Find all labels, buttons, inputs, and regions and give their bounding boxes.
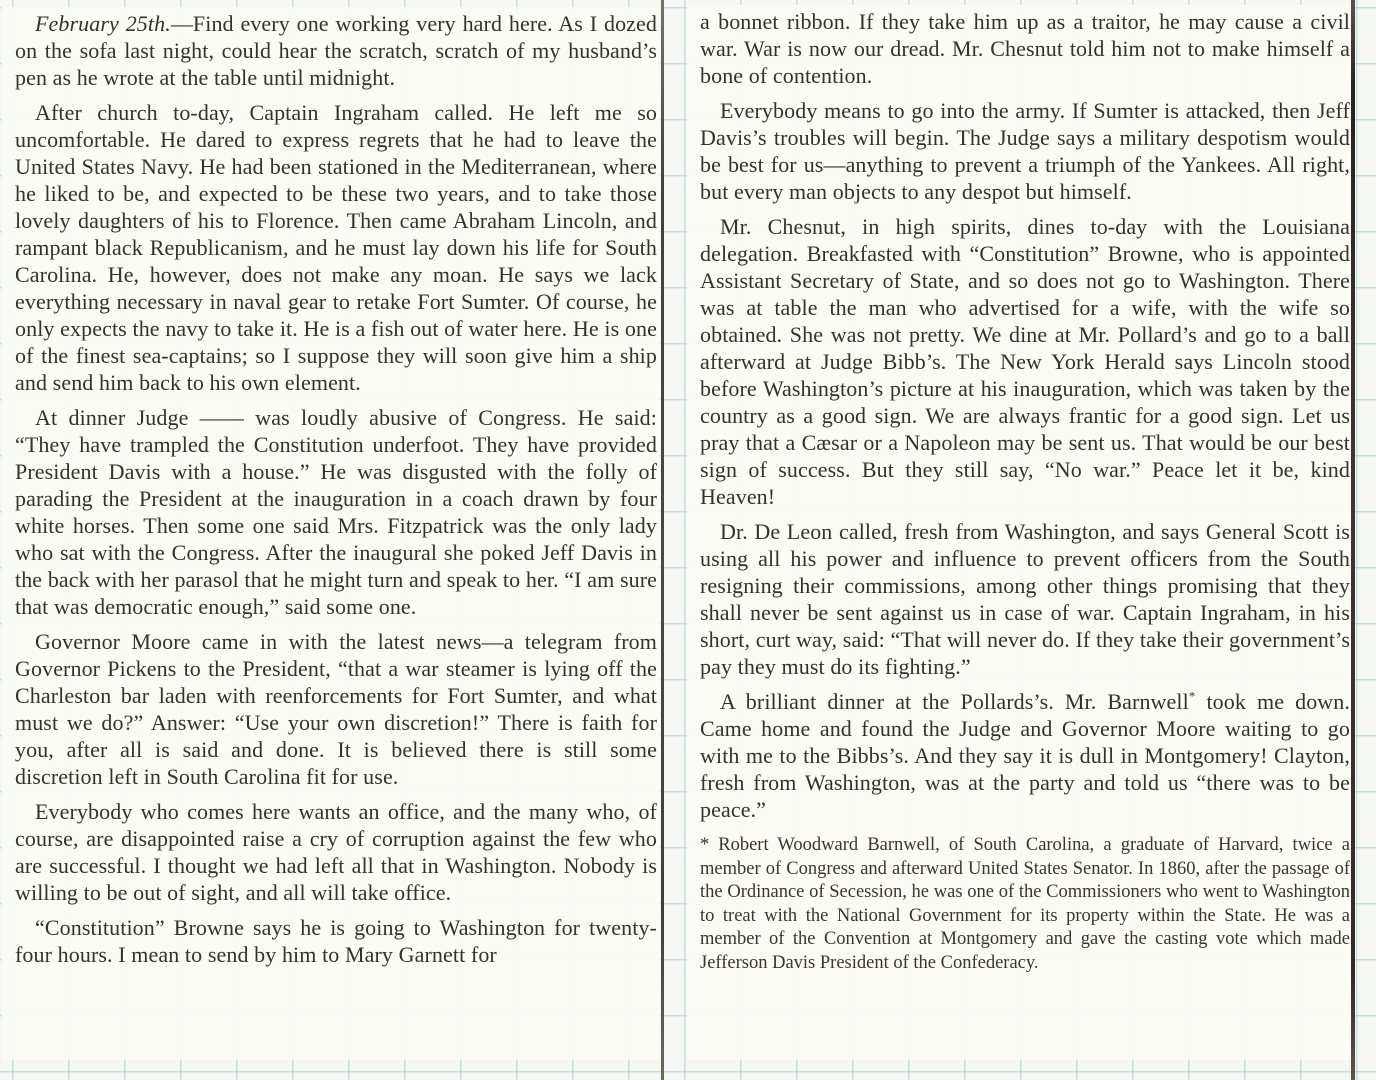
column-divider-rule (661, 0, 664, 1080)
paragraph: Governor Moore came in with the latest news—a telegram from Governor Pickens to the President, “that a war steamer is lying off the Charleston bar laden with reenforcements for Fort Sumter, and what must we do?” Answer: “Use your own discretion!” There is faith for you, after all is said and done. It is believed there is still some discretion left in South Carolina fit for use. (15, 629, 657, 789)
paragraph: Everybody who comes here wants an office, and the many who, of course, are disappointed raise a cry of corruption against the few who are successful. I thought we had left all that in Washington. Nobody is willing to be out of sight, and all will take office. (15, 799, 657, 905)
paragraph-text: took me down. Came home and found the Judge and Governor Moore waiting to go with me to the Bibbs’s. And they say it is dull in Montgomery! Clayton, fresh from Washington, was at the party and told us “there was to be peace.” (700, 689, 1350, 822)
left-text-column (15, 10, 657, 968)
paragraph-text: —Find every one working very hard here. As I dozed on the sofa last night, could hear the scratch, scratch of my husband’s pen as he wrote at the table until midnight. (15, 11, 658, 90)
footnote-marker: * (700, 835, 710, 855)
diary-date: February 25th. (35, 11, 171, 36)
right-text-column (700, 8, 1350, 975)
paragraph: Dr. De Leon called, fresh from Washington, and says General Scott is using all his power and influence to prevent officers from the South resigning their commissions, among other things promising that they shall never be sent against us in case of war. Captain Ingraham, in his short, curt way, said: “That will never do. If they take their government’s pay they must do its fighting.” (700, 519, 1350, 679)
paragraph: At dinner Judge —— was loudly abusive of Congress. He said: “They have trampled the Constitution underfoot. They have provided President Davis with a house.” He was disgusted with the folly of parading the President at the inauguration in a coach drawn by four white horses. Then some one said Mrs. Fitzpatrick was the only lady who sat with the Congress. After the inaugural she poked Jeff Davis in the back with her parasol that he might turn and speak to her. “I am sure that was democratic enough,” said some one. (15, 405, 657, 619)
paragraph: Everybody means to go into the army. If Sumter is attacked, then Jeff Davis’s troubles will begin. The Judge says a military despotism would be best for us—anything to prevent a triumph of the Yankees. All right, but every man objects to any despot but himself. (700, 98, 1350, 204)
page-edge-rule (1351, 0, 1355, 1080)
right-page-paper (687, 5, 1351, 1060)
paragraph (700, 688, 1350, 823)
continuation-paragraph: a bonnet ribbon. If they take him up as a traitor, he may cause a civil war. War is now our dread. Mr. Chesnut told him not to make himself a bone of contention. (700, 9, 1350, 88)
paragraph-text: A brilliant dinner at the Pollards’s. Mr. Barnwell (720, 689, 1189, 714)
footnote-reference-marker: * (1188, 688, 1196, 704)
diary-entry-opening-paragraph (15, 10, 657, 91)
footnote-text: Robert Woodward Barnwell, of South Carolina, a graduate of Harvard, twice a member of Congress and afterward United States Senator. In 1860, after the passage of the Ordinance of Secession, he was one of the Commissioners who went to Washington to treat with the National Government for its property within the State. He was a member of the Convention at Montgomery and gave the casting vote which made Jefferson Davis President of the Confederacy. (700, 835, 1350, 973)
paragraph: “Constitution” Browne says he is going to Washington for twenty-four hours. I mean to send by him to Mary Garnett for (15, 915, 657, 967)
left-page-paper (2, 7, 660, 1060)
paragraph: After church to-day, Captain Ingraham called. He left me so uncomfortable. He dared to express regrets that he had to leave the United States Navy. He had been stationed in the Mediterranean, where he liked to be, and expected to be these two years, and to take those lovely daughters of his to Florence. Then came Abraham Lincoln, and rampant black Republicanism, and he must lay down his life for South Carolina. He, however, does not make any moan. He says we lack everything necessary in naval gear to retake Fort Sumter. Of course, he only expects the navy to take it. He is a fish out of water here. He is one of the finest sea-captains; so I suppose they will soon give him a ship and send him back to his own element. (15, 100, 657, 395)
footnote (700, 834, 1350, 975)
paragraph: Mr. Chesnut, in high spirits, dines to-day with the Louisiana delegation. Breakfasted with “Constitution” Browne, who is appointed Assistant Secretary of State, and so does not go to Washington. There was at table the man who advertised for a wife, with the wife so obtained. She was not pretty. We dine at Mr. Pollard’s and go to a ball afterward at Judge Bibb’s. The New York Herald says Lincoln stood before Washington’s picture at his inauguration, which was taken by the country as a good sign. We are always frantic for a good sign. Let us pray that a Cæsar or a Napoleon may be sent us. That would be our best sign of success. But they still say, “No war.” Peace let it be, kind Heaven! (700, 214, 1350, 509)
